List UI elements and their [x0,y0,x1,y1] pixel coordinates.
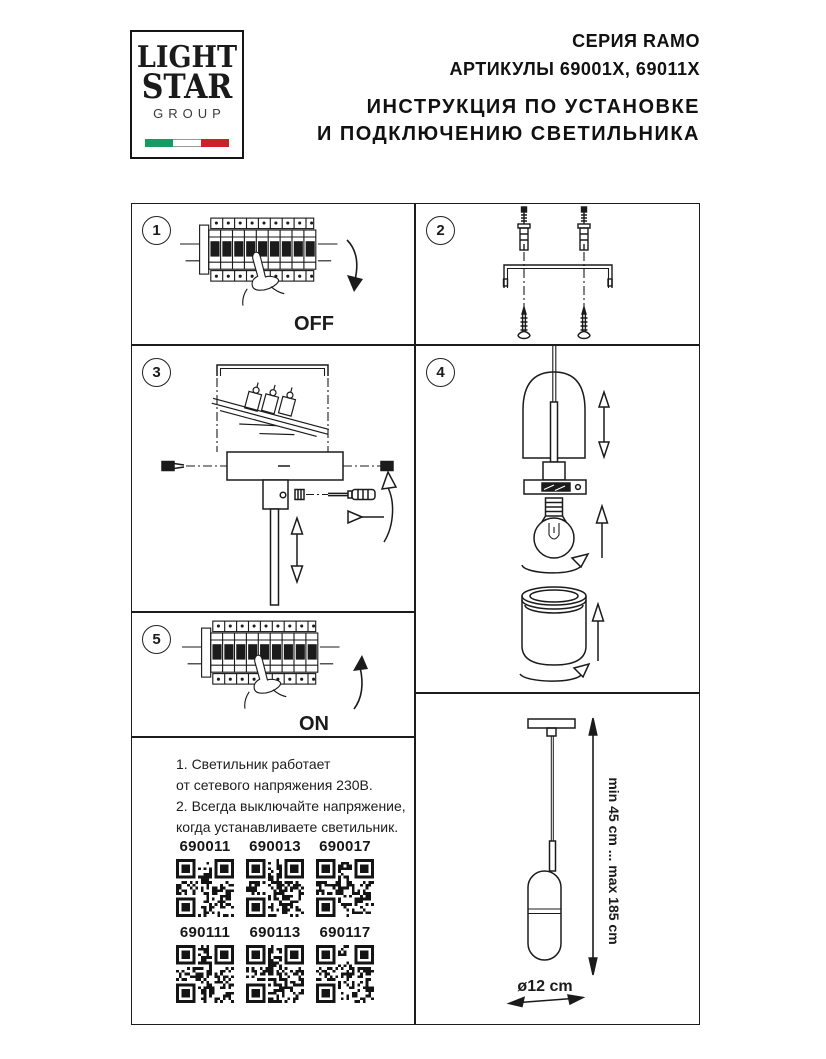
article-number: 690117 [319,924,371,941]
breaker-on-diagram [132,613,413,735]
stem-rod [551,402,558,462]
qr-code [246,945,304,1003]
qr-cell [316,838,374,917]
diameter-dimension-label: ø12 cm [517,978,573,995]
note-line: 1. Светильник работает [176,756,331,772]
wall-fixing-diagram [416,204,698,343]
up-arrow-bulb [597,506,608,558]
article-number: 690113 [249,924,301,941]
arrow-down-icon [347,240,363,292]
step-3-number: 3 [142,358,171,387]
alignment-lines [217,378,328,452]
arrow-up-icon [353,655,368,709]
italian-flag-stripe [145,139,229,147]
step-5-number: 5 [142,625,171,654]
qr-cell [246,838,304,917]
screw-and-anchor-right [578,207,590,339]
step-2-number: 2 [426,216,455,245]
screw-and-anchor-left [518,207,530,339]
note-line: 2. Всегда выключайте напряжение, [176,798,406,814]
flag-red-segment [201,139,229,147]
instruction-title-line2: И ПОДКЛЮЧЕНИЮ СВЕТИЛЬНИКА [316,123,700,145]
step-4-number: 4 [426,358,455,387]
rotate-arrow [382,472,396,542]
lamp-assembly-diagram [416,346,698,691]
ceiling-plate [528,719,575,736]
safety-notes [176,754,406,838]
up-arrow-shade [593,604,604,661]
capsule-shade [528,871,561,960]
step-1-number: 1 [142,216,171,245]
cord-grip [263,480,288,509]
height-dimension-arrow [589,718,597,975]
step-5-panel [131,612,415,737]
pendant-dimensions-diagram [416,694,698,1023]
series-title: СЕРИЯ RAMO [572,31,700,51]
note-line: когда устанавливаете светильник. [176,819,399,835]
stem-rod [271,509,279,605]
cylinder-shade [522,587,586,665]
qr-cell [246,924,304,1003]
canopy-mounting-diagram [132,346,413,610]
logo-star-text: STAR [141,67,233,108]
logo-light-text: LIGHT [136,40,238,75]
article-qr-grid [176,838,374,1003]
logo-group-text: GROUP [153,106,226,121]
flag-green-segment [145,139,173,147]
notes-panel [131,737,415,1025]
articles-title: АРТИКУЛЫ 69001X, 69011X [449,59,700,79]
step-3-panel [131,345,415,612]
terminal-block-sketch [207,368,337,450]
suspension-cord [551,736,553,841]
step-1-panel [131,203,415,345]
qr-cell [176,838,234,917]
article-number: 690013 [249,838,301,855]
qr-code [176,945,234,1003]
up-down-arrow [292,518,303,582]
diameter-dimension-arrow [509,995,583,1007]
step-2-panel [415,203,700,345]
lightstar-logo [130,30,244,159]
breaker-off-diagram [132,204,413,343]
header-titles [317,27,700,148]
article-number: 690011 [179,838,231,855]
instruction-title-line1: ИНСТРУКЦИЯ ПО УСТАНОВКЕ [366,96,700,118]
mounting-bracket [504,265,613,288]
mounting-plate [524,480,586,494]
side-screw-right [343,462,393,471]
flag-white-segment [173,139,201,147]
step-4-panel [415,345,700,693]
qr-code [176,859,234,917]
slide-left-arrow [348,511,384,523]
mounting-bracket [217,365,328,376]
dimensions-panel [415,693,700,1025]
rotate-arrow-shade [520,664,589,681]
note-line: от сетевого напряжения 230В. [176,777,373,793]
socket-housing [543,462,565,480]
set-screw-and-screwdriver [295,490,375,500]
off-label: OFF [294,313,334,335]
qr-code [246,859,304,917]
qr-cell [176,924,234,1003]
side-screw-left [162,462,227,471]
on-label: ON [299,713,329,735]
stem-rod [550,841,556,871]
qr-code [316,945,374,1003]
article-number: 690111 [179,924,231,941]
up-down-arrow [599,392,609,457]
article-number: 690017 [319,838,371,855]
light-bulb [534,498,574,558]
height-dimension-label: min 45 cm ... max 185 cm [606,777,622,945]
qr-code [316,859,374,917]
qr-cell [316,924,374,1003]
